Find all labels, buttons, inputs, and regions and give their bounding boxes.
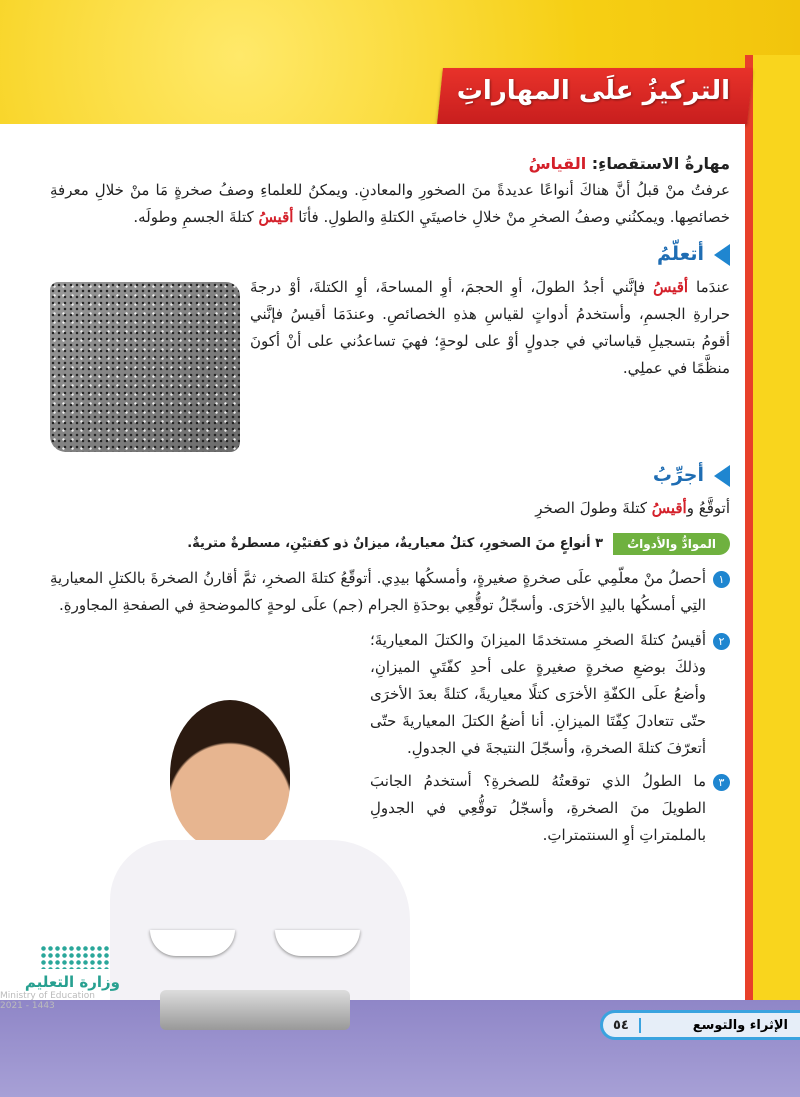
footer-section: الإثراء والتوسع <box>692 1017 788 1033</box>
page-title: التركيزُ علَى المهاراتِ <box>456 76 730 106</box>
learn-heading: أتعلّمُ <box>50 241 730 268</box>
skill-heading: مهارةُ الاستقصاءِ: القياسُ <box>528 154 730 173</box>
page-footer <box>600 1010 800 1040</box>
materials-label: الموادُّ والأدواتُ <box>613 533 730 555</box>
learn-paragraph: عندَما أقيسُ فإنَّني أجدُ الطولَ، أوِ الحجمَ، أوِ المساحةَ، أوِ الكتلةَ، أوْ درجةَ حرارةِ الجسمِ، وأستخدمُ أدواتٍ لقياسِ هذهِ الخصائصِ. وعندَمَا أقيسُ فإنَّني أقومُ بتسجيلِ قياساتي في جدولٍ أوْ على لوحةٍ؛ فهيَ تساعدُني على أنْ أكونَ منظَّمًا في عملِي. <box>250 278 730 377</box>
triangle-icon <box>714 244 730 266</box>
step-number: ٣ <box>713 774 730 791</box>
side-strip <box>745 55 800 1005</box>
lesson-content <box>50 150 730 849</box>
ministry-logo: وزارة التعليم Ministry of Education 2021 - 1443 <box>0 945 120 1011</box>
try-subtitle: أتوقَّعُ وأقيسُ كتلةَ وطولَ الصخرِ <box>535 499 730 517</box>
balance-scale-image <box>150 910 360 1030</box>
granite-rock-image <box>50 282 240 452</box>
step-2: ٢ أقيسُ كتلةَ الصخرِ مستخدمًا الميزانَ والكتلَ المعياريةَ؛ وذلكَ بوضعِ صخرةٍ صغيرةٍ على أحدِ كفّتَيِ الميزانِ، وأضعُ علَى الكفّةِ الأخرَى كتلًا معياريةً، كتلةً بعدَ الأخرَى حتّى تتعادلَ كِفّتَا الميزانِ. أنا أضعُ الكتلَ المعياريةَ حتّى أتعرّفَ كتلةَ الصخرةِ، وأسجّلَ النتيجةَ في الجدولِ. <box>370 627 730 762</box>
step-number: ٢ <box>713 633 730 650</box>
step-1: ١ أحصلُ منْ معلّمِي علَى صخرةٍ صغيرةٍ، وأمسكُها بيدِي. أتوقّعُ كتلةَ الصخرِ، ثمَّ أقارنُ الصخرةَ بالكتلِ المعياريةِ التِي أمسكُها باليدِ الأخرَى. وأسجّلُ توقُّعِي بوحدَةِ الجرام (جم) علَى لوحةٍ كالموضحةِ في الصفحةِ المجاورةِ. <box>50 565 730 619</box>
step-3: ٣ ما الطولُ الذي توقعتُهُ للصخرةِ؟ أستخدمُ الجانبَ الطويلَ منَ الصخرةِ، وأسجّلُ توقُّعِي في الجدولِ بالملمتراتِ أوِ السنتمتراتِ. <box>370 768 730 849</box>
try-heading: أجرِّبُ <box>50 462 730 489</box>
page-number: ٥٤ <box>603 1018 641 1033</box>
step-number: ١ <box>713 571 730 588</box>
triangle-icon <box>714 465 730 487</box>
intro-paragraph: عرفتُ منْ قبلُ أنَّ هناكَ أنواعًا عديدةً منَ الصخورِ والمعادنِ. ويمكنُ للعلماءِ وصفُ صخرةٍ مَا منْ خلالِ معرفةِ خصائصِها. ويمكنُني وصفُ الصخرِ منْ خلالِ خاصيتَيِ الكتلةِ والطولِ. فأنَا أقيسُ كتلةَ الجسمِ وطولَه. <box>50 181 730 226</box>
materials-row: الموادُّ والأدواتُ ٣ أنواعٍ منَ الصخورِ، كتلٌ معياريةٌ، ميزانٌ ذو كفتيْنِ، مسطرةٌ متريةٌ. <box>50 530 730 557</box>
